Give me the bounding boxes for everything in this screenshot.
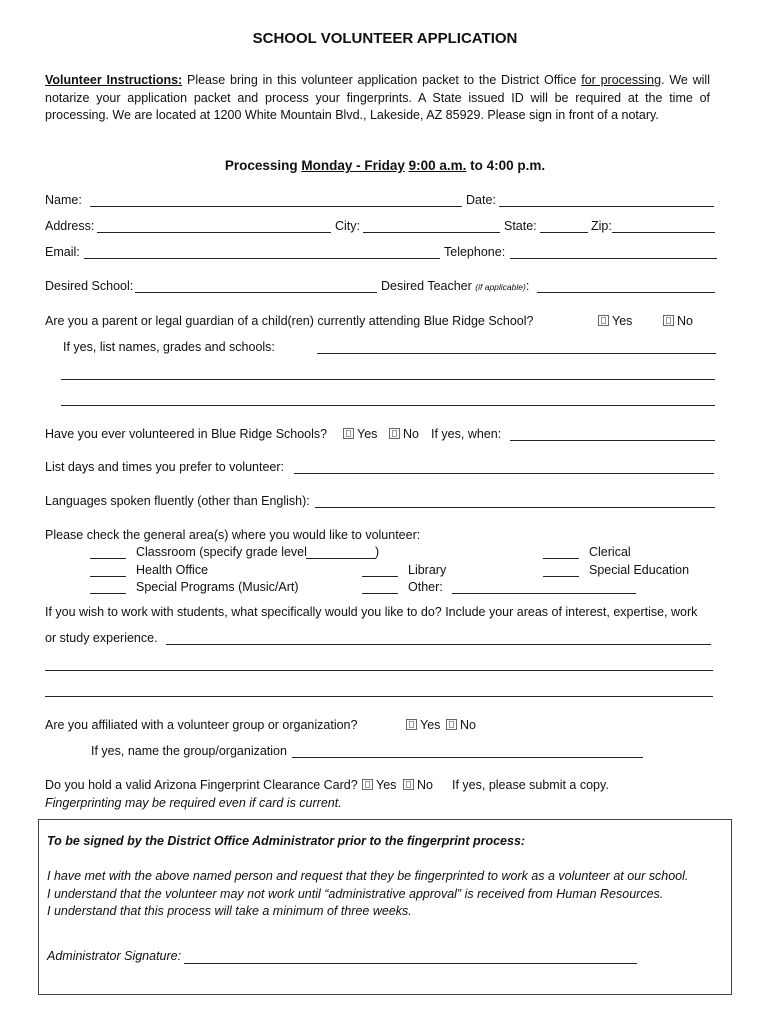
state-label: State:	[504, 219, 537, 233]
classroom-check-line[interactable]	[90, 558, 126, 559]
admin-signature-field[interactable]	[184, 963, 637, 964]
if-yes-when-label: If yes, when:	[431, 427, 502, 441]
admin-signature-label: Administrator Signature:	[47, 949, 182, 963]
affiliated-yes-option[interactable]: Yes	[406, 718, 440, 732]
processing-hours: Processing Monday - Friday 9:00 a.m. to 4:00 p.m.	[224, 158, 546, 173]
state-field[interactable]	[540, 232, 588, 233]
city-field[interactable]	[363, 232, 500, 233]
date-field[interactable]	[499, 206, 714, 207]
city-label: City:	[335, 219, 360, 233]
name-label: Name:	[45, 193, 82, 207]
zip-label: Zip:	[591, 219, 612, 233]
children-field-line-1[interactable]	[317, 353, 716, 354]
submit-copy-note: If yes, please submit a copy.	[452, 778, 609, 792]
admin-box-heading: To be signed by the District Office Administrator prior to the fingerprint process:	[47, 834, 526, 848]
children-field-line-2[interactable]	[61, 379, 715, 380]
other-field[interactable]	[452, 593, 636, 594]
checkbox-icon[interactable]	[403, 779, 414, 790]
desired-school-field[interactable]	[135, 292, 377, 293]
children-field-line-3[interactable]	[61, 405, 715, 406]
checkbox-icon[interactable]	[406, 719, 417, 730]
if-applicable-note: (if applicable)	[475, 282, 526, 292]
parent-yes-option[interactable]: Yes	[598, 314, 632, 328]
email-field[interactable]	[84, 258, 440, 259]
affiliated-no-option[interactable]: No	[446, 718, 476, 732]
instructions-underlined: for processing	[581, 73, 662, 87]
areas-label: Please check the general area(s) where you would like to volunteer:	[45, 528, 421, 542]
clerical-check-line[interactable]	[543, 558, 579, 559]
area-classroom-end: )	[375, 545, 380, 559]
work-students-field-2[interactable]	[45, 670, 713, 671]
days-times-label: List days and times you prefer to volunteer:	[45, 460, 285, 474]
desired-teacher-field[interactable]	[537, 292, 715, 293]
area-special-ed: Special Education	[589, 563, 690, 577]
days-times-field[interactable]	[294, 473, 714, 474]
instructions-text-2: . We will notarize your application packet and process your fingerprints. A State issued ID will be required at the time of processing. We are located at 1200 White Mountain Blvd., Lakeside, AZ 85929. Please sign in front of a notary.	[45, 73, 710, 122]
other-check-line[interactable]	[362, 593, 398, 594]
date-label: Date:	[466, 193, 496, 207]
instructions-label: Volunteer Instructions:	[45, 73, 183, 87]
work-students-field-1[interactable]	[166, 644, 711, 645]
email-label: Email:	[45, 245, 80, 259]
telephone-label: Telephone:	[444, 245, 506, 259]
instructions	[45, 72, 710, 125]
volunteered-when-field[interactable]	[510, 440, 715, 441]
grade-level-field[interactable]	[306, 558, 376, 559]
work-students-field-3[interactable]	[45, 696, 713, 697]
volunteered-question: Have you ever volunteered in Blue Ridge Schools?	[45, 427, 328, 441]
work-students-question-2: or study experience.	[45, 631, 158, 645]
name-field[interactable]	[90, 206, 462, 207]
affiliated-question: Are you affiliated with a volunteer group or organization?	[45, 718, 358, 732]
checkbox-icon[interactable]	[446, 719, 457, 730]
work-students-question: If you wish to work with students, what specifically would you like to do? Include your areas of interest, expertise, work	[45, 605, 698, 619]
admin-statement-3: I understand that this process will take a minimum of three weeks.	[47, 904, 412, 918]
telephone-field[interactable]	[510, 258, 717, 259]
area-clerical: Clerical	[589, 545, 631, 559]
group-name-label: If yes, name the group/organization	[91, 744, 287, 758]
desired-teacher-label: Desired Teacher (if applicable):	[381, 279, 530, 293]
admin-statement-2: I understand that the volunteer may not work until “administrative approval” is received from Human Resources.	[47, 887, 664, 901]
fingerprint-no-option[interactable]: No	[403, 778, 433, 792]
instructions-text: Please bring in this volunteer application packet to the District Office	[182, 73, 582, 87]
checkbox-icon[interactable]	[389, 428, 400, 439]
address-field[interactable]	[97, 232, 331, 233]
page-title: SCHOOL VOLUNTEER APPLICATION	[252, 30, 518, 47]
area-other: Other:	[408, 580, 443, 594]
checkbox-icon[interactable]	[598, 315, 609, 326]
admin-box	[38, 819, 732, 995]
checkbox-icon[interactable]	[663, 315, 674, 326]
special-ed-check-line[interactable]	[543, 576, 579, 577]
if-yes-list-label: If yes, list names, grades and schools:	[63, 340, 275, 354]
area-health: Health Office	[136, 563, 209, 577]
address-label: Address:	[45, 219, 95, 233]
group-name-field[interactable]	[292, 757, 643, 758]
languages-field[interactable]	[315, 507, 715, 508]
fingerprint-note: Fingerprinting may be required even if card is current.	[45, 796, 342, 810]
volunteered-yes-option[interactable]: Yes	[343, 427, 377, 441]
health-check-line[interactable]	[90, 576, 126, 577]
checkbox-icon[interactable]	[343, 428, 354, 439]
library-check-line[interactable]	[362, 576, 398, 577]
special-programs-check-line[interactable]	[90, 593, 126, 594]
parent-no-option[interactable]: No	[663, 314, 693, 328]
area-library: Library	[408, 563, 447, 577]
desired-school-label: Desired School:	[45, 279, 134, 293]
volunteered-no-option[interactable]: No	[389, 427, 419, 441]
parent-question: Are you a parent or legal guardian of a child(ren) currently attending Blue Ridge School?	[45, 314, 534, 328]
fingerprint-yes-option[interactable]: Yes	[362, 778, 396, 792]
fingerprint-question: Do you hold a valid Arizona Fingerprint Clearance Card?	[45, 778, 358, 792]
area-special-programs: Special Programs (Music/Art)	[136, 580, 299, 594]
checkbox-icon[interactable]	[362, 779, 373, 790]
zip-field[interactable]	[612, 232, 715, 233]
admin-statement-1: I have met with the above named person and request that they be fingerprinted to work as a volunteer at our school.	[47, 869, 689, 883]
area-classroom: Classroom (specify grade level	[136, 545, 307, 559]
languages-label: Languages spoken fluently (other than English):	[45, 494, 310, 508]
